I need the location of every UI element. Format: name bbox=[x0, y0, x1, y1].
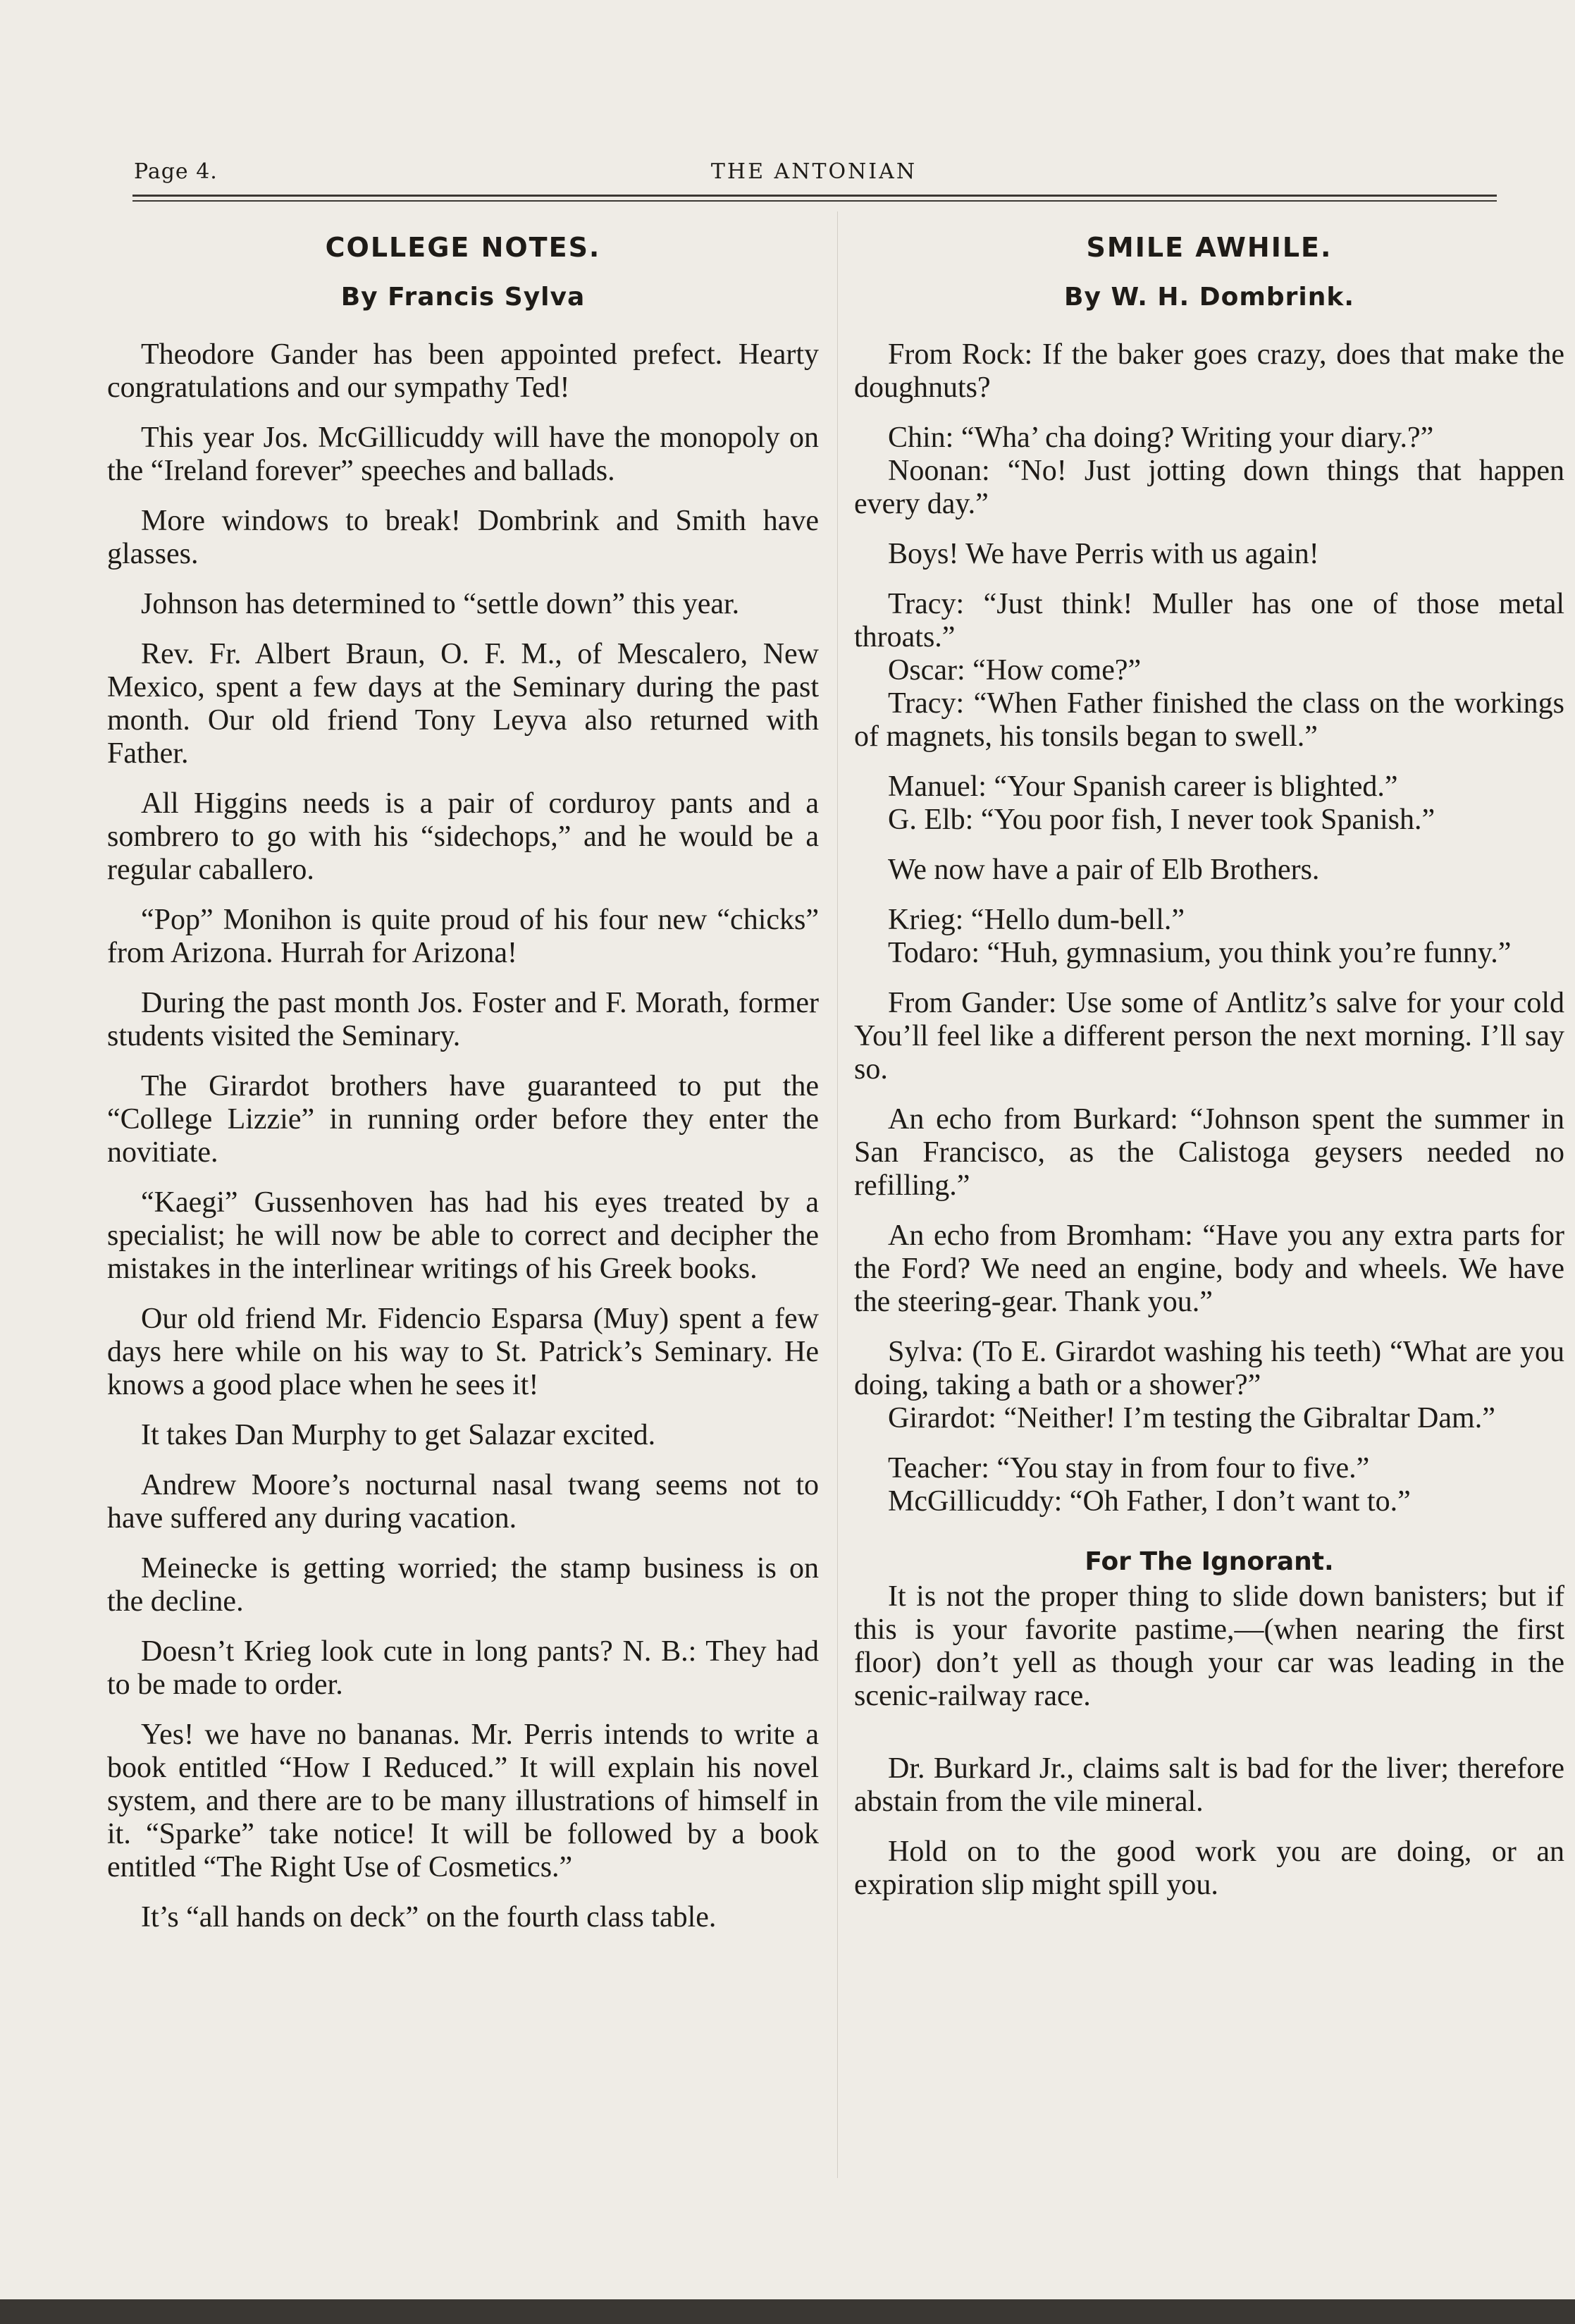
joke-line: From Gander: Use some of Antlitz’s salve for your cold You’ll feel like a different person the next morning. I’ll say so. bbox=[854, 987, 1564, 1086]
note-paragraph: Yes! we have no bananas. Mr. Perris intends to write a book entitled “How I Reduced.” It will explain his novel system, and there are to be many illustrations of himself in it. “Sparke” take notice! It will be followed by a book entitled “The Right Use of Cosmetics.” bbox=[107, 1719, 819, 1883]
page-header bbox=[134, 159, 1494, 187]
joke-line: Noonan: “No! Just jotting down things that happen every day.” bbox=[854, 455, 1564, 520]
note-paragraph: Andrew Moore’s nocturnal nasal twang seems not to have suffered any during vacation. bbox=[107, 1469, 819, 1535]
joke-line: G. Elb: “You poor fish, I never took Spanish.” bbox=[888, 804, 1435, 836]
college-notes-column bbox=[107, 211, 819, 1951]
note-paragraph: More windows to break! Dombrink and Smith have glasses. bbox=[107, 505, 819, 570]
joke-line: Tracy: “When Father finished the class on the workings of magnets, his tonsils began to swell.” bbox=[854, 687, 1564, 753]
smile-awhile-title: SMILE AWHILE. bbox=[1086, 232, 1333, 263]
smile-awhile-column bbox=[854, 211, 1564, 1919]
college-notes-title: COLLEGE NOTES. bbox=[325, 232, 601, 263]
joke-line: We now have a pair of Elb Brothers. bbox=[888, 854, 1320, 886]
subsection-paragraph: Hold on to the good work you are doing, or an expiration slip might spill you. bbox=[854, 1836, 1564, 1901]
note-paragraph: The Girardot brothers have guaranteed to put the “College Lizzie” in running order before they enter the novitiate. bbox=[107, 1070, 819, 1169]
joke-line: Tracy: “Just think! Muller has one of those metal throats.” bbox=[854, 588, 1564, 653]
joke-line: McGillicuddy: “Oh Father, I don’t want to.” bbox=[888, 1485, 1411, 1518]
college-notes-byline: By Francis Sylva bbox=[340, 283, 586, 312]
joke-line: Sylva: (To E. Girardot washing his teeth) “What are you doing, taking a bath or a shower?” bbox=[854, 1336, 1564, 1401]
page-number: Page 4. bbox=[134, 159, 218, 184]
joke-line: Krieg: “Hello dum-bell.” bbox=[888, 904, 1185, 936]
subsection-title: For The Ignorant. bbox=[1085, 1547, 1334, 1576]
joke-line: An echo from Burkard: “Johnson spent the summer in San Francisco, as the Calistoga geysers needed no refilling.” bbox=[854, 1103, 1564, 1202]
joke-line: Manuel: “Your Spanish career is blighted.” bbox=[888, 770, 1398, 803]
note-paragraph: Our old friend Mr. Fidencio Esparsa (Muy) spent a few days here while on his way to St. Patrick’s Seminary. He knows a good place when he sees it! bbox=[107, 1303, 819, 1401]
note-paragraph: This year Jos. McGillicuddy will have the monopoly on the “Ireland forever” speeches and ballads. bbox=[107, 422, 819, 487]
subsection-paragraph: It is not the proper thing to slide down banisters; but if this is your favorite pastime,—(when nearing the first floor) don’t yell as though your car was leading in the scenic-railway race. bbox=[854, 1580, 1564, 1712]
note-paragraph: Johnson has determined to “settle down” this year. bbox=[141, 588, 740, 620]
note-paragraph: Meinecke is getting worried; the stamp business is on the decline. bbox=[107, 1552, 819, 1618]
publication-title: THE ANTONIAN bbox=[710, 159, 918, 184]
note-paragraph: It’s “all hands on deck” on the fourth class table. bbox=[141, 1901, 717, 1933]
note-paragraph: Rev. Fr. Albert Braun, O. F. M., of Mescalero, New Mexico, spent a few days at the Seminary during the past month. Our old friend Tony Leyva also returned with Father. bbox=[107, 638, 819, 770]
header-rule bbox=[132, 195, 1497, 202]
joke-line: Boys! We have Perris with us again! bbox=[888, 538, 1319, 570]
joke-line: An echo from Bromham: “Have you any extra parts for the Ford? We need an engine, body and wheels. We have the steering-gear. Thank you.” bbox=[854, 1219, 1564, 1318]
joke-line: Chin: “Wha’ cha doing? Writing your diary.?” bbox=[888, 422, 1434, 454]
note-paragraph: Doesn’t Krieg look cute in long pants? N. B.: They had to be made to order. bbox=[107, 1635, 819, 1701]
joke-line: Teacher: “You stay in from four to five.” bbox=[888, 1452, 1370, 1484]
note-paragraph: During the past month Jos. Foster and F. Morath, former students visited the Seminary. bbox=[107, 987, 819, 1052]
note-paragraph: “Pop” Monihon is quite proud of his four new “chicks” from Arizona. Hurrah for Arizona! bbox=[107, 904, 819, 969]
joke-line: Todaro: “Huh, gymnasium, you think you’re funny.” bbox=[888, 937, 1512, 969]
spacer bbox=[854, 1730, 1564, 1752]
smile-awhile-byline: By W. H. Dombrink. bbox=[1064, 283, 1354, 312]
joke-line: From Rock: If the baker goes crazy, does that make the doughnuts? bbox=[854, 338, 1564, 404]
note-paragraph: Theodore Gander has been appointed prefect. Hearty congratulations and our sympathy Ted! bbox=[107, 338, 819, 404]
joke-line: Oscar: “How come?” bbox=[888, 654, 1142, 687]
joke-line: Girardot: “Neither! I’m testing the Gibraltar Dam.” bbox=[888, 1402, 1495, 1434]
subsection-paragraph: Dr. Burkard Jr., claims salt is bad for the liver; therefore abstain from the vile mineral. bbox=[854, 1752, 1564, 1818]
note-paragraph: It takes Dan Murphy to get Salazar excited. bbox=[141, 1419, 656, 1451]
column-divider bbox=[837, 211, 838, 2178]
note-paragraph: “Kaegi” Gussenhoven has had his eyes treated by a specialist; he will now be able to correct and decipher the mistakes in the interlinear writings of his Greek books. bbox=[107, 1186, 819, 1285]
note-paragraph: All Higgins needs is a pair of corduroy pants and a sombrero to go with his “sidechops,” and he would be a regular caballero. bbox=[107, 787, 819, 886]
